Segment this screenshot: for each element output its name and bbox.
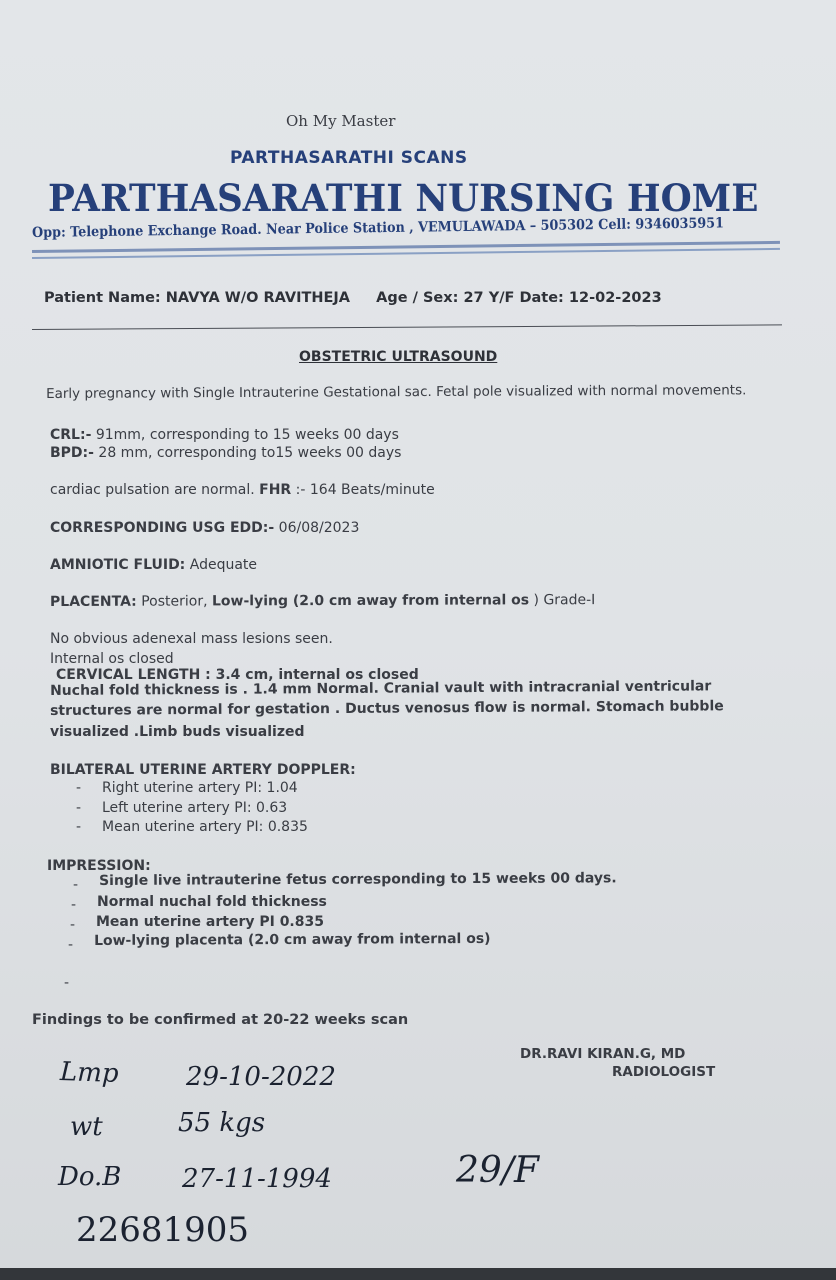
handwritten-wt-value: 55 kgs xyxy=(178,1108,266,1138)
placenta-label: PLACENTA: xyxy=(50,593,137,610)
edd-label: CORRESPONDING USG EDD:- xyxy=(50,520,275,536)
doppler-bullet: - xyxy=(76,800,82,816)
crl-value: 91mm, corresponding to 15 weeks 00 days xyxy=(95,427,399,443)
impression-bullet: - xyxy=(68,937,74,953)
age-sex-label: Age / Sex: xyxy=(376,290,459,306)
impression-bullet: - xyxy=(73,877,79,893)
handwritten-lmp-label: Lmp xyxy=(59,1056,120,1090)
doppler-item: Right uterine artery PI: 1.04 xyxy=(102,780,298,796)
hospital-name: PARTHASARATHI NURSING HOME xyxy=(48,176,759,220)
impression-item: Normal nuchal fold thickness xyxy=(97,894,327,910)
handwritten-number: 22681905 xyxy=(76,1210,250,1250)
crl-line xyxy=(50,427,399,443)
internal-os-text: Internal os closed xyxy=(50,651,174,667)
placenta-lowlying: Low-lying (2.0 cm away from internal os xyxy=(211,592,530,610)
patient-name-label: Patient Name: xyxy=(44,290,161,306)
nuchal-line-2: structures are normal for gestation . Ductus venosus flow is normal. Stomach bubble xyxy=(50,698,724,719)
intro-text: Early pregnancy with Single Intrauterine Gestational sac. Fetal pole visualized with normal movements. xyxy=(46,382,747,402)
bpd-value: 28 mm, corresponding to15 weeks 00 days xyxy=(98,445,402,461)
impression-item: Single live intrauterine fetus corresponding to 15 weeks 00 days. xyxy=(99,870,617,889)
impression-item: Mean uterine artery PI 0.835 xyxy=(96,914,324,930)
fhr-label: FHR xyxy=(259,482,292,498)
placenta-position: Posterior, xyxy=(141,593,208,610)
hospital-address: Opp: Telephone Exchange Road. Near Police Station , VEMULAWADA – 505302 Cell: 9346035951 xyxy=(32,215,725,241)
handwritten-wt-label: wt xyxy=(70,1112,103,1142)
placenta-grade: ) Grade-I xyxy=(533,592,596,609)
bottom-edge xyxy=(0,1268,836,1280)
handwritten-dob-value: 27-11-1994 xyxy=(182,1164,332,1194)
doctor-role: RADIOLOGIST xyxy=(612,1064,716,1080)
scans-name: PARTHASARATHI SCANS xyxy=(230,148,468,168)
cardiac-text: cardiac pulsation are normal. xyxy=(50,482,255,498)
doppler-bullet: - xyxy=(76,819,82,835)
handwritten-dob-label: Do.B xyxy=(58,1162,122,1192)
doppler-bullet: - xyxy=(76,780,82,796)
patient-rule xyxy=(32,324,782,330)
impression-item: Low-lying placenta (2.0 cm away from internal os) xyxy=(94,930,491,949)
placenta-line xyxy=(50,592,595,610)
doppler-title: BILATERAL UTERINE ARTERY DOPPLER: xyxy=(50,762,356,778)
impression-bullet: - xyxy=(64,975,70,991)
impression-title: IMPRESSION: xyxy=(47,858,151,874)
age-sex-value: 27 Y/F xyxy=(463,290,515,306)
bpd-label: BPD:- xyxy=(50,445,94,461)
handwritten-lmp-value: 29-10-2022 xyxy=(186,1062,336,1092)
edd-value: 06/08/2023 xyxy=(278,520,360,536)
date-label: Date: xyxy=(519,290,564,306)
doppler-item: Left uterine artery PI: 0.63 xyxy=(102,800,288,816)
fhr-value: :- 164 Beats/minute xyxy=(295,482,435,498)
amniotic-value: Adequate xyxy=(189,557,258,573)
nuchal-line-3: visualized .Limb buds visualized xyxy=(50,724,305,740)
handwritten-age-sex: 29/F xyxy=(456,1150,539,1191)
crl-label: CRL:- xyxy=(50,427,92,443)
report-title: OBSTETRIC ULTRASOUND xyxy=(299,349,498,365)
amniotic-label: AMNIOTIC FLUID: xyxy=(50,557,186,573)
date-value: 12-02-2023 xyxy=(568,290,662,306)
doctor-name: DR.RAVI KIRAN.G, MD xyxy=(520,1046,686,1062)
doppler-item: Mean uterine artery PI: 0.835 xyxy=(102,819,308,835)
cervical-length: CERVICAL LENGTH : 3.4 cm, internal os closed xyxy=(56,667,419,683)
impression-bullet: - xyxy=(70,917,76,933)
nuchal-line-1: Nuchal fold thickness is . 1.4 mm Normal. Cranial vault with intracranial ventricular xyxy=(50,678,712,699)
cardiac-line xyxy=(50,482,435,498)
impression-bullet: - xyxy=(71,897,77,913)
patient-name-value: NAVYA W/O RAVITHEJA xyxy=(165,290,351,306)
bpd-line xyxy=(50,445,401,461)
edd-line xyxy=(50,520,359,536)
findings-note: Findings to be confirmed at 20-22 weeks scan xyxy=(32,1012,409,1028)
amniotic-line xyxy=(50,557,257,573)
motto: Oh My Master xyxy=(286,112,396,130)
adnexal-text: No obvious adenexal mass lesions seen. xyxy=(50,631,333,647)
patient-line xyxy=(44,290,662,306)
